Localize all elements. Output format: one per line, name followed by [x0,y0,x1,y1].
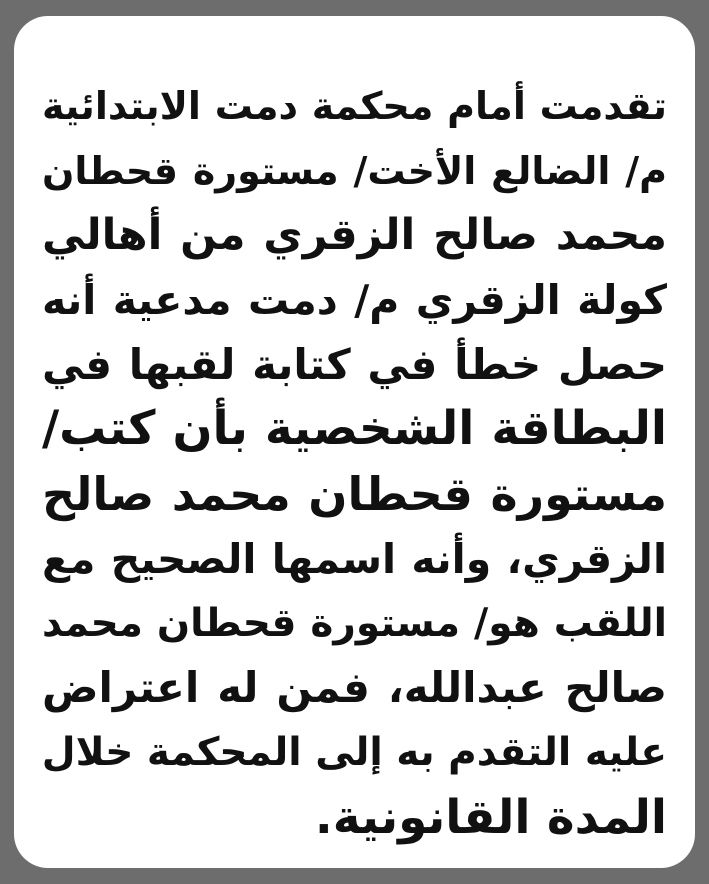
notice-line: مستورة قحطان محمد صالح [42,467,667,522]
notice-line: المدة القانونية. [314,789,667,845]
notice-card [14,16,695,868]
notice-line: صالح عبدالله، فمن له اعتراض [42,663,667,713]
notice-line: عليه التقدم به إلى المحكمة خلال [41,729,667,775]
notice-line: م/ الضالع الأخت/ مستورة قحطان [42,148,667,193]
notice-text [42,74,667,850]
notice-line: اللقب هو/ مستورة قحطان محمد [42,600,667,646]
notice-line: تقدمت أمام محكمة دمت الابتدائية [42,84,667,128]
notice-line: كولة الزقري م/ دمت مدعية أنه [42,276,667,325]
notice-line: محمد صالح الزقري من أهالي [42,210,667,261]
notice-line: البطاقة الشخصية بأن كتب/ [42,401,667,457]
notice-line: الزقري، وأنه اسمها الصحيح مع [42,534,667,583]
notice-line: حصل خطأ في كتابة لقبها في [42,339,667,389]
